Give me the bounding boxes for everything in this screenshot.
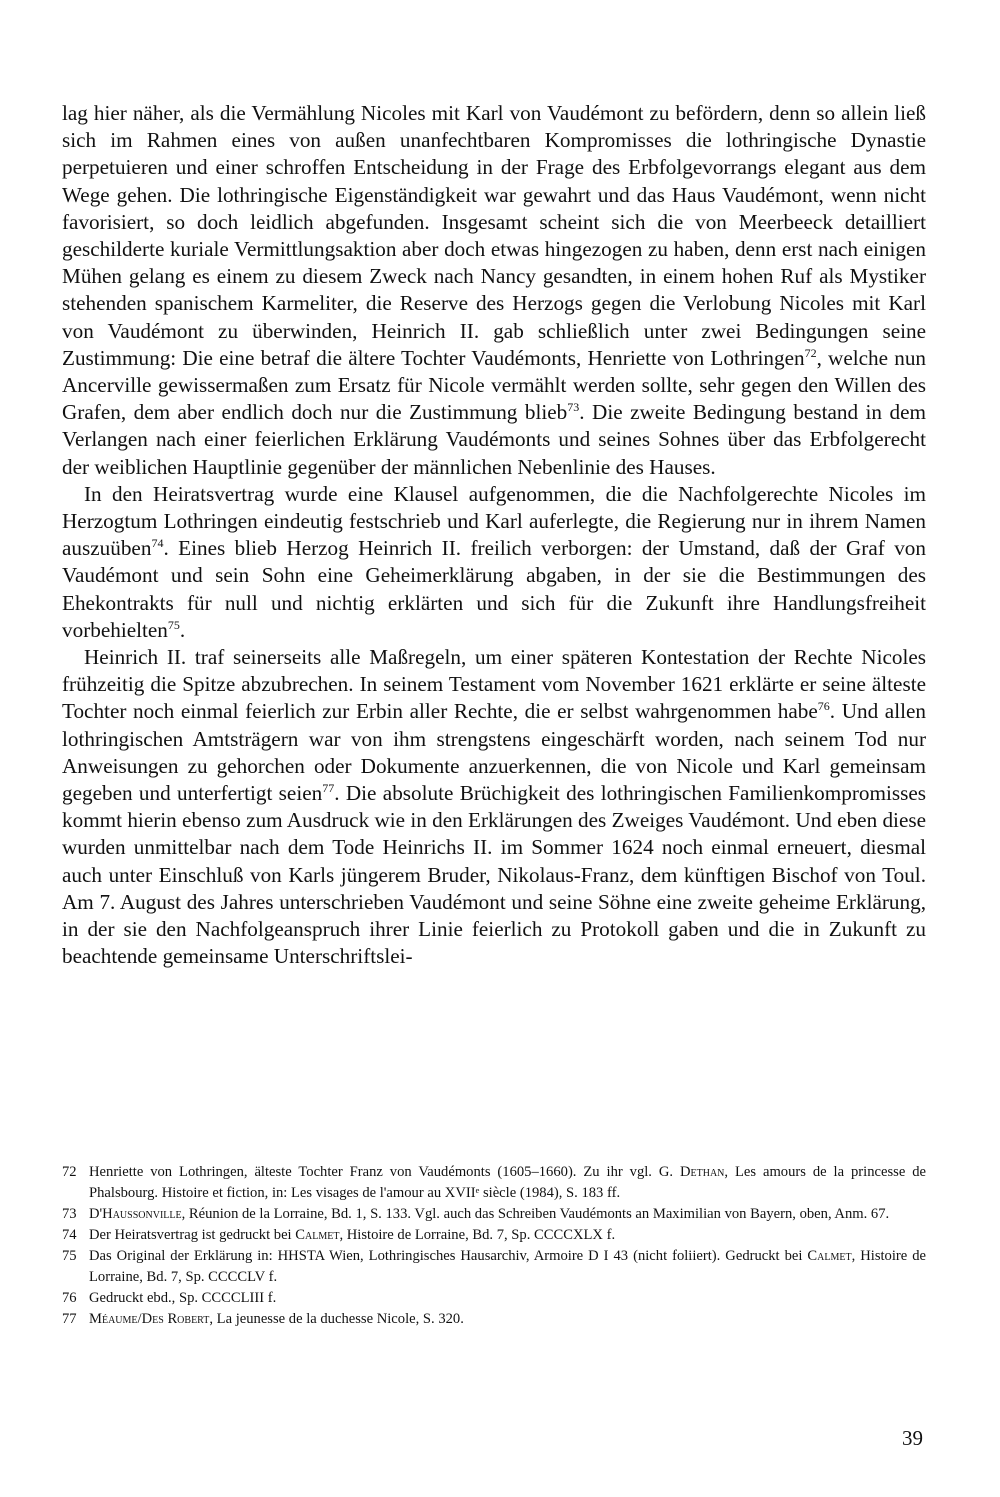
paragraph-text: Heinrich II. traf seinerseits alle Maßregeln, um einer späteren Kontestation der Rechte Nicoles frühzeitig die Spitze abzubrechen. In seinem Testament vom November 1621 erklärte er seine älteste Tochter noch einmal feierlich zur Erbin aller Rechte, die er selbst wahrgenommen habe bbox=[62, 645, 926, 724]
footnote-text: Méaume/Des Robert, La jeunesse de la duchesse Nicole, S. 320. bbox=[89, 1311, 464, 1327]
footnote-number: 75 bbox=[62, 1248, 77, 1264]
footnote-number: 74 bbox=[62, 1227, 77, 1243]
footnote bbox=[62, 1204, 926, 1225]
footnote-number: 77 bbox=[62, 1311, 77, 1327]
paragraph-text: . Die absolute Brüchigkeit des lothringischen Familienkompromisses kommt hierin ebenso zum Ausdruck wie in den Erklärungen des Zweiges Vaudémont. Und eben diese wurden unmittelbar nach dem Tode Heinrichs II. im Sommer 1624 noch einmal erneuert, diesmal auch unter Einschluß von Karls jüngerem Bruder, Nikolaus-Franz, dem künftigen Bischof von Toul. Am 7. August des Jahres unterschrieben Vaudémont und seine Söhne eine zweite geheime Erklärung, in der sie den Nachfolgeanspruch ihrer Linie feierlich zu Protokoll gaben und die in Zukunft zu beachtende gemeinsame Unterschriftslei- bbox=[62, 781, 926, 969]
footnotes bbox=[62, 1162, 926, 1330]
paragraph-text: In den Heiratsvertrag wurde eine Klausel aufgenommen, die die Nachfolgerechte Nicoles im Herzogtum Lothringen eindeutig festschrieb und Karl auferlegte, die Regierung nur in ihrem Namen auszuüben bbox=[62, 481, 926, 561]
footnote bbox=[62, 1288, 926, 1309]
author-name: Calmet bbox=[807, 1248, 852, 1264]
footnote-ref[interactable]: 73 bbox=[567, 400, 580, 415]
paragraph-text: . Eines blieb Herzog Heinrich II. freilich verborgen: der Umstand, daß der Graf von Vaudémont und sein Sohn eine Geheimerklärung abgaben, in der sie die Bestimmungen des Ehekontrakts für null und nichtig erklärten und sich für die Zukunft ihre Handlungsfreiheit vorbehielten bbox=[62, 536, 926, 642]
paragraph-1 bbox=[62, 100, 926, 481]
footnote-ref[interactable]: 77 bbox=[322, 781, 335, 796]
main-text bbox=[62, 100, 926, 971]
footnote bbox=[62, 1309, 926, 1330]
paragraph-text: . Und allen lothringischen Amtsträgern war von ihm strengstens eingeschärft worden, nach seinem Tod nur Anweisungen zu gehorchen oder Dokumente anzuerkennen, die von Nicole und Karl gemeinsam gegeben und unterfertigt seien bbox=[62, 699, 926, 806]
footnote bbox=[62, 1246, 926, 1288]
author-name: D'Haussonville bbox=[89, 1206, 182, 1222]
paragraph-text: lag hier näher, als die Vermählung Nicoles mit Karl von Vaudémont zu befördern, denn so allein ließ sich im Rahmen eines von außen unanfechtbaren Kompromisses die lothringische Dynastie perpetuieren und einer schroffen Entscheidung in der Frage des Erbfolgevorrangs elegant aus dem Wege gehen. Die lothringische Eigenständigkeit war gewahrt und das Haus Vaudémont, wenn nicht favorisiert, so doch leidlich abgefunden. Insgesamt scheint sich die von Meerbeeck detailliert geschilderte kuriale Vermittlungsaktion aber doch etwas hingezogen zu haben, denn erst nach einigen Mühen gelang es einem zu diesem Zweck nach Nancy gesandten, in einem hohen Ruf als Mystiker stehenden spanischem Karmeliter, die Reserve des Herzogs gegen die Verlobung Nicoles mit Karl von Vaudémont zu überwinden, Heinrich II. gab schließlich unter zwei Bedingungen seine Zustimmung: Die eine betraf die ältere Tochter Vaudémonts, Henriette von Lothringen bbox=[62, 101, 926, 370]
footnote-text: Das Original der Erklärung in: HHSTA Wien, Lothringisches Hausarchiv, Armoire D I 43 (nicht foliiert). Gedruckt bei Calmet, Histoire de Lorraine, Bd. 7, Sp. CCCCLV f. bbox=[89, 1248, 926, 1285]
author-name: G. Dethan bbox=[658, 1164, 725, 1180]
page-number: 39 bbox=[902, 1426, 923, 1450]
footnote-text: Der Heiratsvertrag ist gedruckt bei Calmet, Histoire de Lorraine, Bd. 7, Sp. CCCCXLX f. bbox=[89, 1227, 616, 1243]
footnote-number: 73 bbox=[62, 1206, 77, 1222]
footnote-ref[interactable]: 72 bbox=[804, 345, 817, 360]
footnote-number: 76 bbox=[62, 1290, 77, 1306]
paragraph-2 bbox=[62, 481, 926, 644]
footnote-text: Gedruckt ebd., Sp. CCCCLIII f. bbox=[89, 1290, 277, 1306]
author-name: Calmet bbox=[295, 1227, 340, 1243]
paragraph-text: . bbox=[179, 617, 186, 642]
footnote-ref[interactable]: 75 bbox=[167, 617, 180, 632]
author-name: Méaume/Des Robert bbox=[89, 1311, 210, 1327]
paragraph-text: . Die zweite Bedingung bestand in dem Verlangen nach einer feierlichen Erklärung Vaudémonts und seines Sohnes über das Erbfolgerecht der weiblichen Hauptlinie gegenüber der männlichen Nebenlinie des Hauses. bbox=[62, 400, 926, 479]
footnote bbox=[62, 1162, 926, 1204]
footnote-ref[interactable]: 76 bbox=[817, 699, 830, 714]
paragraph-text: , welche nun Ancerville gewissermaßen zum Ersatz für Nicole vermählt werden sollte, sehr gegen den Willen des Grafen, dem aber endlich doch nur die Zustimmung blieb bbox=[62, 345, 927, 425]
footnote-number: 72 bbox=[62, 1164, 77, 1180]
paragraph-3 bbox=[62, 644, 926, 970]
footnote-text: Henriette von Lothringen, älteste Tochter Franz von Vaudémonts (1605–1660). Zu ihr vgl. G. Dethan, Les amours de la princesse de Phalsbourg. Histoire et fiction, in: Les visages de l'amour au XVIIᵉ siècle (1984), S. 183 ff. bbox=[89, 1164, 926, 1201]
footnote bbox=[62, 1225, 926, 1246]
footnote-ref[interactable]: 74 bbox=[151, 536, 164, 551]
footnote-text: D'Haussonville, Réunion de la Lorraine, Bd. 1, S. 133. Vgl. auch das Schreiben Vaudémonts an Maximilian von Bayern, oben, Anm. 67. bbox=[89, 1206, 890, 1222]
